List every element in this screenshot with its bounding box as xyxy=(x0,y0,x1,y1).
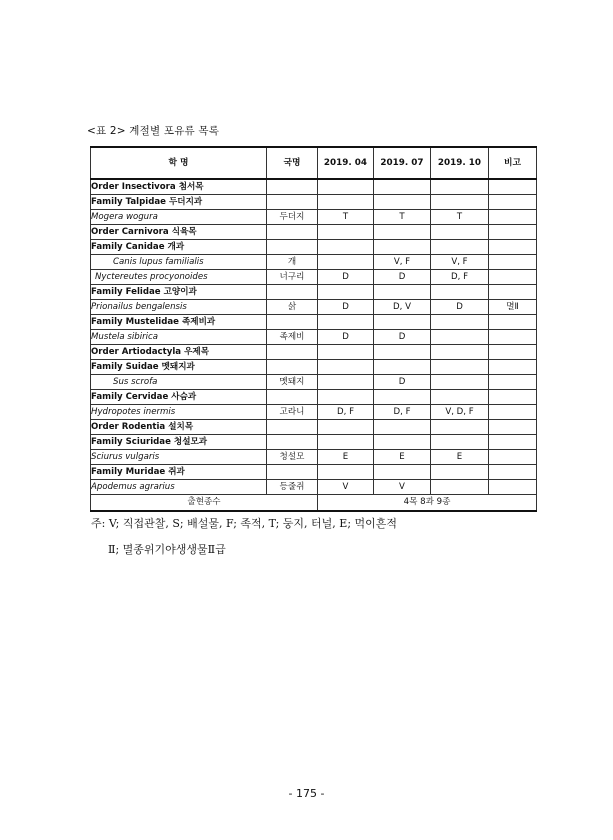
remarks-cell: 멸Ⅱ xyxy=(489,300,537,315)
table-row xyxy=(91,330,537,345)
remarks-cell xyxy=(489,360,537,375)
apr-2019-cell xyxy=(318,420,374,435)
taxon-name-cell: Hydropotes inermis xyxy=(91,405,267,420)
korean-name-cell: 청설모 xyxy=(267,450,318,465)
apr-2019-cell xyxy=(318,435,374,450)
apr-2019-cell xyxy=(318,390,374,405)
table-row xyxy=(91,315,537,330)
mammal-list-table xyxy=(90,146,537,512)
header-scientific-name: 학 명 xyxy=(91,147,267,179)
jul-2019-cell: V, F xyxy=(374,255,431,270)
korean-name-cell: 삵 xyxy=(267,300,318,315)
taxon-name-cell: Order Carnivora 식육목 xyxy=(91,225,267,240)
korean-name-cell xyxy=(267,390,318,405)
taxon-name-cell: Sciurus vulgaris xyxy=(91,450,267,465)
remarks-cell xyxy=(489,225,537,240)
korean-name-cell xyxy=(267,285,318,300)
header-korean-name: 국명 xyxy=(267,147,318,179)
jul-2019-cell: D, V xyxy=(374,300,431,315)
table-caption: <표 2> 계절별 포유류 목록 xyxy=(87,125,220,137)
taxon-name-cell: Family Cervidae 사슴과 xyxy=(91,390,267,405)
apr-2019-cell: T xyxy=(318,210,374,225)
taxon-name-cell: Family Canidae 개과 xyxy=(91,240,267,255)
korean-name-cell: 두더지 xyxy=(267,210,318,225)
jul-2019-cell xyxy=(374,465,431,480)
taxon-name-cell: Canis lupus familialis xyxy=(91,255,267,270)
jul-2019-cell: D xyxy=(374,375,431,390)
apr-2019-cell xyxy=(318,225,374,240)
taxon-name-cell: Family Suidae 멧돼지과 xyxy=(91,360,267,375)
oct-2019-cell: D xyxy=(431,300,489,315)
table-row xyxy=(91,465,537,480)
oct-2019-cell xyxy=(431,195,489,210)
oct-2019-cell xyxy=(431,179,489,195)
table-row xyxy=(91,210,537,225)
remarks-cell xyxy=(489,375,537,390)
remarks-cell xyxy=(489,405,537,420)
korean-name-cell xyxy=(267,435,318,450)
table-body xyxy=(91,179,537,511)
remarks-cell xyxy=(489,450,537,465)
header-remarks: 비고 xyxy=(489,147,537,179)
apr-2019-cell xyxy=(318,375,374,390)
jul-2019-cell xyxy=(374,195,431,210)
taxon-name-cell: Order Insectivora 첨서목 xyxy=(91,179,267,195)
jul-2019-cell xyxy=(374,390,431,405)
apr-2019-cell: D, F xyxy=(318,405,374,420)
oct-2019-cell xyxy=(431,225,489,240)
taxon-name-cell: Family Muridae 쥐과 xyxy=(91,465,267,480)
korean-name-cell xyxy=(267,345,318,360)
table-row xyxy=(91,240,537,255)
page-number: - 175 - xyxy=(288,787,325,800)
apr-2019-cell: D xyxy=(318,270,374,285)
remarks-cell xyxy=(489,285,537,300)
oct-2019-cell: E xyxy=(431,450,489,465)
remarks-cell xyxy=(489,330,537,345)
jul-2019-cell: D, F xyxy=(374,405,431,420)
korean-name-cell: 개 xyxy=(267,255,318,270)
jul-2019-cell xyxy=(374,435,431,450)
remarks-cell xyxy=(489,435,537,450)
oct-2019-cell: D, F xyxy=(431,270,489,285)
header-2019-10: 2019. 10 xyxy=(431,147,489,179)
oct-2019-cell: V, F xyxy=(431,255,489,270)
taxon-name-cell: Order Artiodactyla 우제목 xyxy=(91,345,267,360)
korean-name-cell xyxy=(267,179,318,195)
oct-2019-cell xyxy=(431,435,489,450)
jul-2019-cell: D xyxy=(374,270,431,285)
korean-name-cell: 고라니 xyxy=(267,405,318,420)
oct-2019-cell xyxy=(431,330,489,345)
remarks-cell xyxy=(489,270,537,285)
remarks-cell xyxy=(489,465,537,480)
taxon-name-cell: Mustela sibirica xyxy=(91,330,267,345)
oct-2019-cell: T xyxy=(431,210,489,225)
table-row xyxy=(91,450,537,465)
jul-2019-cell: E xyxy=(374,450,431,465)
table-row xyxy=(91,420,537,435)
oct-2019-cell xyxy=(431,315,489,330)
table-note-legend: 주: V; 직접관찰, S; 배설물, F; 족적, T; 둥지, 터널, E; 먹이흔적 xyxy=(91,517,398,530)
jul-2019-cell xyxy=(374,345,431,360)
apr-2019-cell xyxy=(318,360,374,375)
remarks-cell xyxy=(489,420,537,435)
korean-name-cell: 족제비 xyxy=(267,330,318,345)
table-row xyxy=(91,270,537,285)
total-value: 4목 8과 9종 xyxy=(318,495,537,512)
table-row xyxy=(91,225,537,240)
remarks-cell xyxy=(489,480,537,495)
korean-name-cell xyxy=(267,465,318,480)
taxon-name-cell: Family Felidae 고양이과 xyxy=(91,285,267,300)
oct-2019-cell xyxy=(431,345,489,360)
taxon-name-cell: Apodemus agrarius xyxy=(91,480,267,495)
apr-2019-cell xyxy=(318,465,374,480)
jul-2019-cell xyxy=(374,420,431,435)
table-row xyxy=(91,480,537,495)
table-header-row xyxy=(91,147,537,179)
total-label: 출현종수 xyxy=(91,495,318,512)
table-row xyxy=(91,360,537,375)
table-row xyxy=(91,405,537,420)
jul-2019-cell xyxy=(374,285,431,300)
korean-name-cell: 멧돼지 xyxy=(267,375,318,390)
oct-2019-cell xyxy=(431,480,489,495)
korean-name-cell xyxy=(267,240,318,255)
jul-2019-cell: V xyxy=(374,480,431,495)
apr-2019-cell: D xyxy=(318,300,374,315)
remarks-cell xyxy=(489,210,537,225)
remarks-cell xyxy=(489,390,537,405)
table-row xyxy=(91,375,537,390)
apr-2019-cell xyxy=(318,345,374,360)
table-row xyxy=(91,300,537,315)
apr-2019-cell: D xyxy=(318,330,374,345)
taxon-name-cell: Mogera wogura xyxy=(91,210,267,225)
apr-2019-cell xyxy=(318,179,374,195)
table-note-endangered: Ⅱ; 멸종위기야생생물Ⅱ급 xyxy=(108,543,226,556)
korean-name-cell xyxy=(267,315,318,330)
korean-name-cell xyxy=(267,420,318,435)
taxon-name-cell: Prionailus bengalensis xyxy=(91,300,267,315)
remarks-cell xyxy=(489,195,537,210)
apr-2019-cell xyxy=(318,195,374,210)
korean-name-cell xyxy=(267,225,318,240)
taxon-name-cell: Order Rodentia 설치목 xyxy=(91,420,267,435)
taxon-name-cell: Family Talpidae 두더지과 xyxy=(91,195,267,210)
jul-2019-cell xyxy=(374,240,431,255)
oct-2019-cell xyxy=(431,360,489,375)
taxon-name-cell: Family Sciuridae 청설모과 xyxy=(91,435,267,450)
oct-2019-cell xyxy=(431,285,489,300)
table-row xyxy=(91,255,537,270)
jul-2019-cell: D xyxy=(374,330,431,345)
oct-2019-cell: V, D, F xyxy=(431,405,489,420)
jul-2019-cell xyxy=(374,179,431,195)
taxon-name-cell: Family Mustelidae 족제비과 xyxy=(91,315,267,330)
korean-name-cell: 등줄쥐 xyxy=(267,480,318,495)
table-row xyxy=(91,390,537,405)
oct-2019-cell xyxy=(431,420,489,435)
table-row xyxy=(91,179,537,195)
remarks-cell xyxy=(489,255,537,270)
korean-name-cell xyxy=(267,195,318,210)
table-row xyxy=(91,285,537,300)
header-2019-07: 2019. 07 xyxy=(374,147,431,179)
jul-2019-cell xyxy=(374,315,431,330)
oct-2019-cell xyxy=(431,465,489,480)
jul-2019-cell xyxy=(374,225,431,240)
apr-2019-cell: E xyxy=(318,450,374,465)
korean-name-cell: 너구리 xyxy=(267,270,318,285)
remarks-cell xyxy=(489,345,537,360)
taxon-name-cell: Nyctereutes procyonoides xyxy=(91,270,267,285)
oct-2019-cell xyxy=(431,390,489,405)
oct-2019-cell xyxy=(431,240,489,255)
header-2019-04: 2019. 04 xyxy=(318,147,374,179)
apr-2019-cell xyxy=(318,285,374,300)
table-row xyxy=(91,195,537,210)
apr-2019-cell: V xyxy=(318,480,374,495)
apr-2019-cell xyxy=(318,240,374,255)
jul-2019-cell xyxy=(374,360,431,375)
table-row xyxy=(91,435,537,450)
oct-2019-cell xyxy=(431,375,489,390)
total-row xyxy=(91,495,537,512)
taxon-name-cell: Sus scrofa xyxy=(91,375,267,390)
table-row xyxy=(91,345,537,360)
apr-2019-cell xyxy=(318,315,374,330)
apr-2019-cell xyxy=(318,255,374,270)
remarks-cell xyxy=(489,315,537,330)
korean-name-cell xyxy=(267,360,318,375)
remarks-cell xyxy=(489,240,537,255)
jul-2019-cell: T xyxy=(374,210,431,225)
remarks-cell xyxy=(489,179,537,195)
